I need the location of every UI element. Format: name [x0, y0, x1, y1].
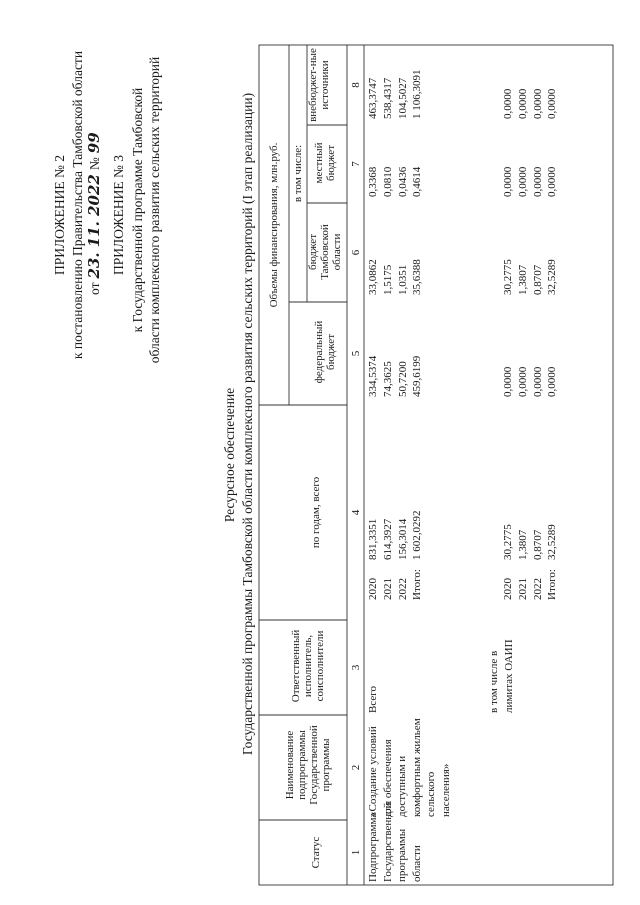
- g2-year: 2020: [502, 578, 514, 600]
- g1-total: 614,3927: [382, 518, 394, 560]
- col-number-1: 1: [350, 849, 362, 856]
- g1-offbudget: 463,3747: [367, 77, 379, 119]
- g1-year: Итого:: [411, 569, 423, 600]
- g2-offbudget: 0,0000: [517, 88, 529, 119]
- g1-regional: 33,0862: [367, 259, 379, 295]
- attachment-line1: к постановлению Правительства Тамбовской области: [70, 50, 85, 360]
- g1-offbudget: 538,4317: [382, 77, 394, 119]
- g1-total: 1 602,0292: [411, 510, 423, 560]
- col-number-2: 2: [350, 764, 362, 771]
- executor-total: Всего: [367, 686, 379, 713]
- g1-regional: 35,6388: [411, 259, 423, 295]
- g1-local: 0,3368: [367, 166, 379, 197]
- g1-total: 831,3351: [367, 518, 379, 560]
- date-handwritten: 23. 11. 2022: [85, 174, 103, 279]
- g2-federal: 0,0000: [517, 366, 529, 397]
- g1-year: 2022: [397, 578, 409, 600]
- g1-federal: 334,5374: [367, 355, 379, 397]
- col-number-7: 7: [350, 161, 362, 167]
- g2-local: 0,0000: [502, 166, 514, 197]
- g2-federal: 0,0000: [546, 366, 558, 397]
- g2-federal: 0,0000: [502, 366, 514, 397]
- col-number-5: 5: [350, 350, 362, 357]
- subprogram-name-cell: «Создание условий для обеспечения доступным и комфортным жильем сельского населения»: [367, 718, 452, 817]
- g1-offbudget: 104,5027: [397, 77, 409, 119]
- number-handwritten: 99: [85, 132, 103, 154]
- col-number-3: 3: [350, 664, 362, 671]
- appendix-line1: к Государственной программе Тамбовской: [130, 87, 145, 333]
- g2-year: 2022: [532, 578, 544, 600]
- g1-total: 156,3014: [397, 518, 409, 560]
- header-regional: бюджет Тамбовской области: [307, 224, 343, 280]
- col-number-4: 4: [350, 509, 362, 516]
- g2-local: 0,0000: [517, 166, 529, 197]
- status-cell: Подпрограмма Государственной программы области: [367, 802, 423, 882]
- header-years: по годам, всего: [310, 476, 322, 549]
- number-prefix: №: [87, 157, 102, 171]
- g2-regional: 32,5289: [546, 259, 558, 295]
- g2-total: 30,2775: [502, 524, 514, 560]
- header-offbudget: внебюджет-ные источники: [307, 48, 331, 122]
- header-federal: федеральный бюджет: [313, 320, 337, 384]
- g1-year: 2021: [382, 578, 394, 600]
- g1-year: 2020: [367, 578, 379, 600]
- g1-regional: 1,5175: [382, 264, 394, 295]
- header-name: Наименование подпрограммы Государственной программы: [284, 725, 332, 805]
- g2-regional: 30,2775: [502, 259, 514, 295]
- g2-total: 0,8707: [532, 529, 544, 560]
- g2-regional: 1,3807: [517, 264, 529, 295]
- g2-year: Итого:: [546, 569, 558, 600]
- header-including: в том числе:: [292, 144, 304, 203]
- g1-local: 0,4614: [411, 166, 423, 197]
- executor-oaip: в том числе в лимитах ОАИП: [488, 639, 515, 713]
- header-local: местный бюджет: [313, 142, 337, 184]
- header-funding: Объемы финансирования, млн.руб.: [268, 142, 280, 308]
- g2-offbudget: 0,0000: [502, 88, 514, 119]
- attachment-title: ПРИЛОЖЕНИЕ № 2: [52, 154, 67, 276]
- g2-total: 32,5289: [546, 524, 558, 560]
- g1-federal: 50,7200: [397, 361, 409, 397]
- g1-local: 0,0810: [382, 166, 394, 197]
- header-status: Статус: [310, 836, 322, 869]
- date-prefix: от: [87, 282, 102, 295]
- g1-regional: 1,0351: [397, 264, 409, 295]
- g2-total: 1,3807: [517, 529, 529, 560]
- appendix-title: ПРИЛОЖЕНИЕ № 3: [111, 154, 126, 276]
- col-number-6: 6: [350, 249, 362, 256]
- g2-local: 0,0000: [532, 166, 544, 197]
- g1-federal: 459,6199: [411, 355, 423, 397]
- g1-offbudget: 1 106,3091: [411, 69, 423, 119]
- g2-regional: 0,8707: [532, 264, 544, 295]
- appendix-line2: области комплексного развития сельских территорий: [147, 56, 162, 364]
- g2-offbudget: 0,0000: [532, 88, 544, 119]
- g1-federal: 74,3625: [382, 361, 394, 397]
- g1-local: 0,0436: [397, 166, 409, 197]
- doc-title-line2: Государственной программы Тамбовской области комплексного развития сельских территорий (I этап реализации): [240, 92, 255, 755]
- g2-year: 2021: [517, 578, 529, 600]
- header-executor: Ответственный исполнитель, соисполнители: [290, 629, 326, 703]
- doc-title-line1: Ресурсное обеспечение: [222, 387, 237, 523]
- g2-local: 0,0000: [546, 166, 558, 197]
- g2-federal: 0,0000: [532, 366, 544, 397]
- g2-offbudget: 0,0000: [546, 88, 558, 119]
- col-number-8: 8: [350, 82, 362, 88]
